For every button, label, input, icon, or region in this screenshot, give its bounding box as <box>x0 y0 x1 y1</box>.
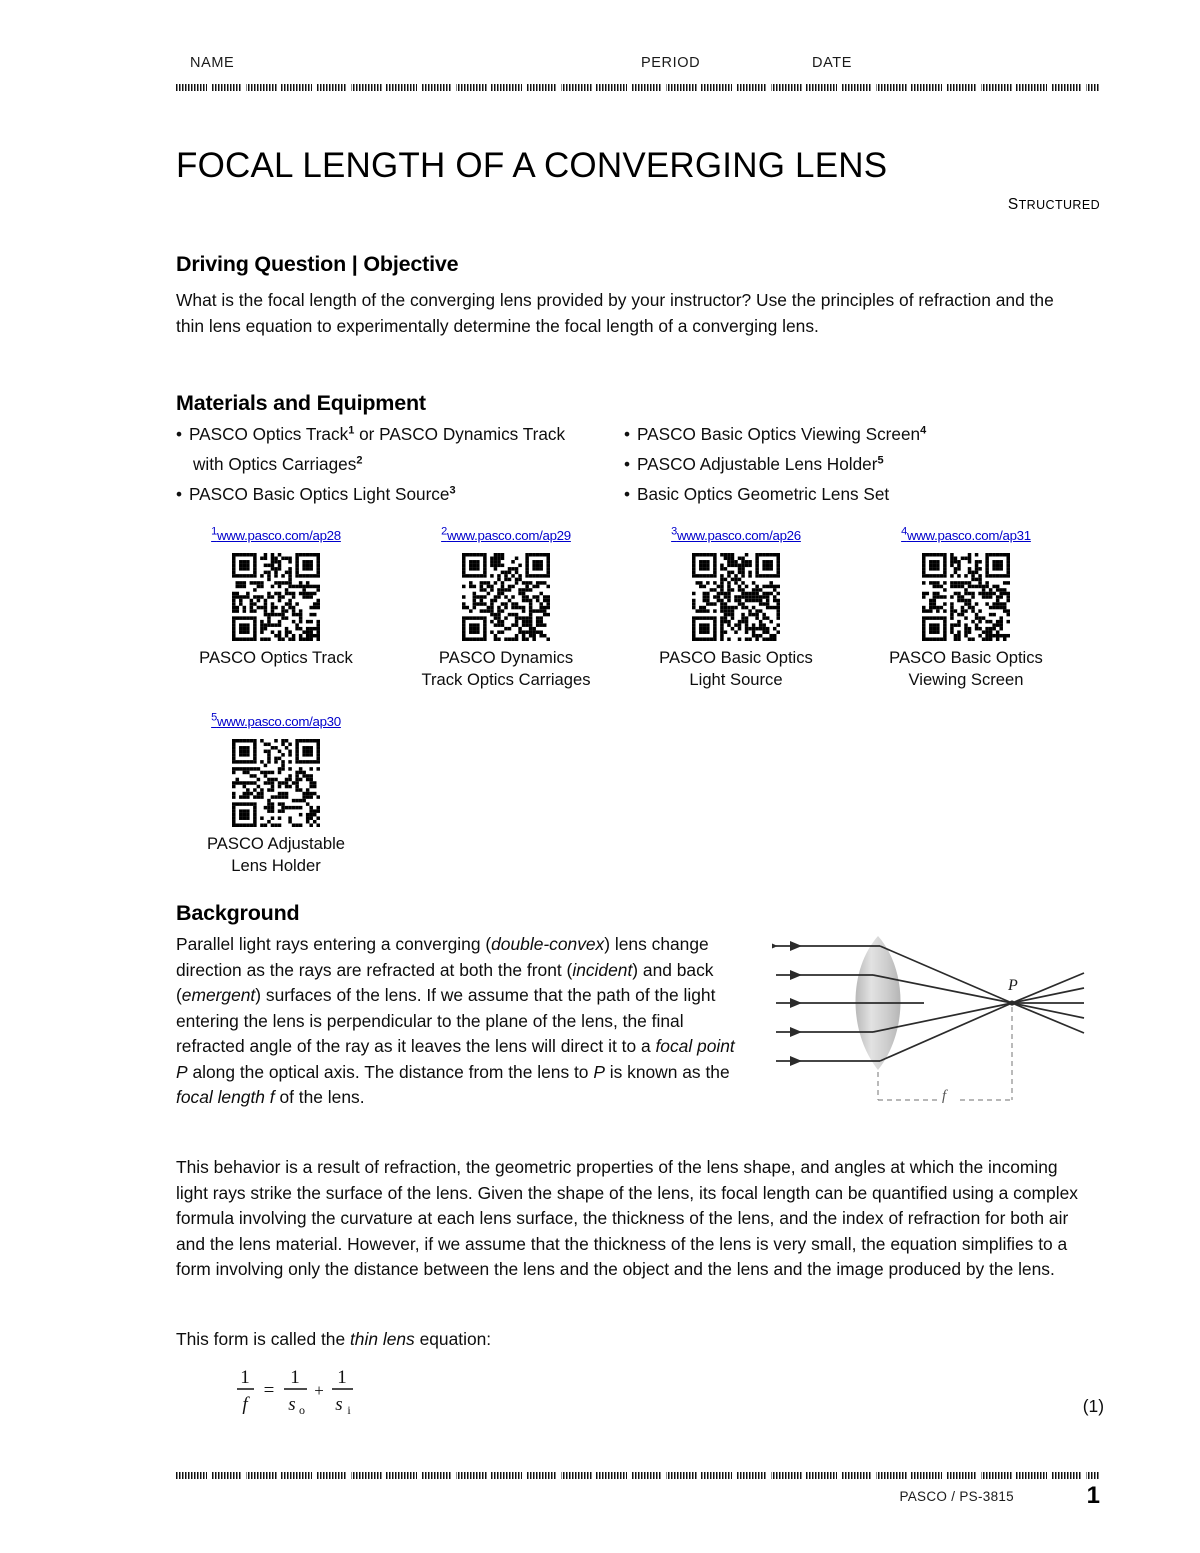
thin-lens-equation <box>232 1362 412 1420</box>
list-bullet-icon: • <box>624 424 631 444</box>
footnote-reference: 1 <box>348 424 355 437</box>
paragraph-text: equation: <box>414 1329 492 1349</box>
variant-label-rest: TRUCTURED <box>1018 198 1100 212</box>
header-name-label: NAME <box>190 55 235 71</box>
header-date-label: DATE <box>812 55 852 71</box>
qr-code-image[interactable] <box>232 553 320 641</box>
footer-document-id: PASCO / PS-3815 <box>899 1489 1014 1504</box>
background-paragraph-3 <box>176 1327 1056 1353</box>
qr-code-block <box>176 713 376 877</box>
materials-list-item <box>624 480 1054 508</box>
qr-code-image[interactable] <box>922 553 1010 641</box>
materials-item-label: PASCO Optics Track <box>189 424 349 444</box>
footnote-reference: 1 <box>211 525 217 538</box>
footnote-reference: 4 <box>901 525 907 538</box>
equation-symbol: 1 <box>337 1367 347 1388</box>
list-bullet-icon: • <box>176 484 183 504</box>
materials-list-item <box>176 420 596 448</box>
converging-lens-figure <box>772 922 1092 1118</box>
header-divider-rule <box>176 84 1100 91</box>
qr-code-image[interactable] <box>232 739 320 827</box>
materials-list-item <box>624 420 1054 448</box>
diverging-rays <box>1012 973 1084 1033</box>
paragraph-text: This form is called the <box>176 1329 350 1349</box>
equation-symbol: s <box>335 1394 343 1415</box>
materials-item-label: Basic Optics Geometric Lens Set <box>637 484 890 504</box>
qr-code-caption: PASCO Optics Track <box>199 648 353 667</box>
variant-label <box>1008 196 1100 214</box>
focal-length-label: f <box>942 1088 947 1104</box>
equation-symbol: 1 <box>290 1367 300 1388</box>
qr-code-block <box>406 527 606 691</box>
paragraph-text: Parallel light rays entering a converging ( <box>176 934 492 954</box>
paragraph-text: ) surfaces of the lens. If we assume that the path of the light entering the lens is perpendicular to the plane of the lens, the final refracted angle of the ray as it leaves the lens will direct it to a <box>176 985 716 1056</box>
qr-code-link[interactable]: $^3$www.pasco.com/ap26 <box>671 525 801 543</box>
qr-code-link[interactable]: $^5$www.pasco.com/ap30 <box>211 711 341 729</box>
ray-arrowheads <box>790 941 802 1066</box>
materials-item-label: with Optics Carriages <box>193 454 357 474</box>
equation-symbol: 1 <box>240 1367 250 1388</box>
equation-number: (1) <box>1082 1396 1104 1416</box>
focal-point-label: P <box>1008 977 1018 994</box>
footnote-reference: 2 <box>356 454 363 467</box>
qr-code-link[interactable]: $^4$www.pasco.com/ap31 <box>901 525 1031 543</box>
page-header <box>176 55 1100 79</box>
qr-code-caption: PASCO Basic Optics Light Source <box>659 648 813 689</box>
header-period-label: PERIOD <box>641 55 701 71</box>
footer-divider-rule <box>176 1472 1100 1479</box>
emphasis-term: incident <box>572 959 633 980</box>
qr-code-caption: PASCO Dynamics Track Optics Carriages <box>421 648 591 689</box>
materials-heading: Materials and Equipment <box>176 391 426 415</box>
emphasis-term: emergent <box>181 985 256 1005</box>
paragraph-text: of the lens. <box>274 1087 365 1107</box>
focal-point-marker <box>1009 1000 1014 1005</box>
emphasis-term: P <box>593 1061 605 1082</box>
variant-label-initial: S <box>1007 196 1019 213</box>
footnote-reference: 2 <box>441 525 447 538</box>
paragraph-text: along the optical axis. The distance from the lens to <box>187 1061 594 1082</box>
emphasis-term: thin lens <box>349 1329 415 1349</box>
footer-page-number: 1 <box>1086 1482 1100 1509</box>
qr-code-caption: PASCO Basic Optics Viewing Screen <box>889 648 1043 689</box>
materials-list-item <box>624 450 1054 478</box>
equation-symbol: + <box>314 1381 324 1400</box>
equation-symbol: f <box>242 1394 248 1415</box>
materials-list-right <box>624 420 1054 510</box>
emphasis-term: focal length f <box>176 1087 275 1107</box>
materials-item-label: PASCO Basic Optics Viewing Screen <box>637 424 921 444</box>
driving-question-heading: Driving Question | Objective <box>176 252 459 276</box>
equation-symbol: i <box>347 1403 351 1417</box>
list-bullet-icon: • <box>176 424 183 444</box>
footnote-reference: 4 <box>920 424 927 437</box>
qr-code-block <box>636 527 836 691</box>
qr-code-block <box>866 527 1066 691</box>
materials-list-left <box>176 420 596 510</box>
qr-code-image[interactable] <box>692 553 780 641</box>
footnote-reference: 3 <box>449 484 456 497</box>
paragraph-text: ) lens change direction as the rays are refracted at both the front ( <box>176 934 709 980</box>
paragraph-text: is known as the <box>604 1061 730 1082</box>
page-title: FOCAL LENGTH OF A CONVERGING LENS <box>176 146 888 185</box>
emphasis-term: focal point P <box>176 1036 735 1082</box>
driving-question-body: What is the focal length of the converging lens provided by your instructor? Use the principles of refraction and the thin lens equation to experimentally determine the focal length of a converging lens. <box>176 290 1054 336</box>
footnote-reference: 5 <box>211 711 217 724</box>
qr-code-caption: PASCO Adjustable Lens Holder <box>206 834 346 875</box>
background-paragraph-1 <box>176 932 736 1111</box>
materials-item-label-cont: or PASCO Dynamics Track <box>354 424 566 444</box>
emphasis-term: double-convex <box>491 934 605 954</box>
equation-symbol: s <box>288 1394 296 1415</box>
footnote-reference: 3 <box>671 525 677 538</box>
equation-symbol: o <box>299 1403 305 1417</box>
background-heading: Background <box>176 901 300 925</box>
materials-list-item <box>176 480 596 508</box>
materials-item-label: PASCO Basic Optics Light Source <box>189 484 450 504</box>
background-paragraph-2: This behavior is a result of refraction, the geometric properties of the lens shape, and angles at which the incoming light rays strike the surface of the lens. Given the shape of the lens, its focal length can be quantified using a complex formula involving the curvature at each lens surface, the thickness of the lens, and the index of refraction for both air and the lens material. However, if we assume that the thickness of the lens is very small, the equation simplifies to a form involving only the distance between the lens and the object and the lens and the image produced by the lens. <box>176 1157 1078 1279</box>
footnote-reference: 5 <box>877 454 884 467</box>
equation-symbol: = <box>263 1380 275 1401</box>
qr-code-link[interactable]: $^1$www.pasco.com/ap28 <box>211 525 341 543</box>
paragraph-text: ) and back ( <box>176 959 714 1005</box>
qr-code-image[interactable] <box>462 553 550 641</box>
qr-code-block <box>176 527 376 669</box>
list-bullet-icon: • <box>624 484 631 504</box>
materials-list-item <box>176 450 596 478</box>
qr-code-link[interactable]: $^2$www.pasco.com/ap29 <box>441 525 571 543</box>
list-bullet-icon: • <box>624 454 631 474</box>
materials-item-label: PASCO Adjustable Lens Holder <box>637 454 878 474</box>
